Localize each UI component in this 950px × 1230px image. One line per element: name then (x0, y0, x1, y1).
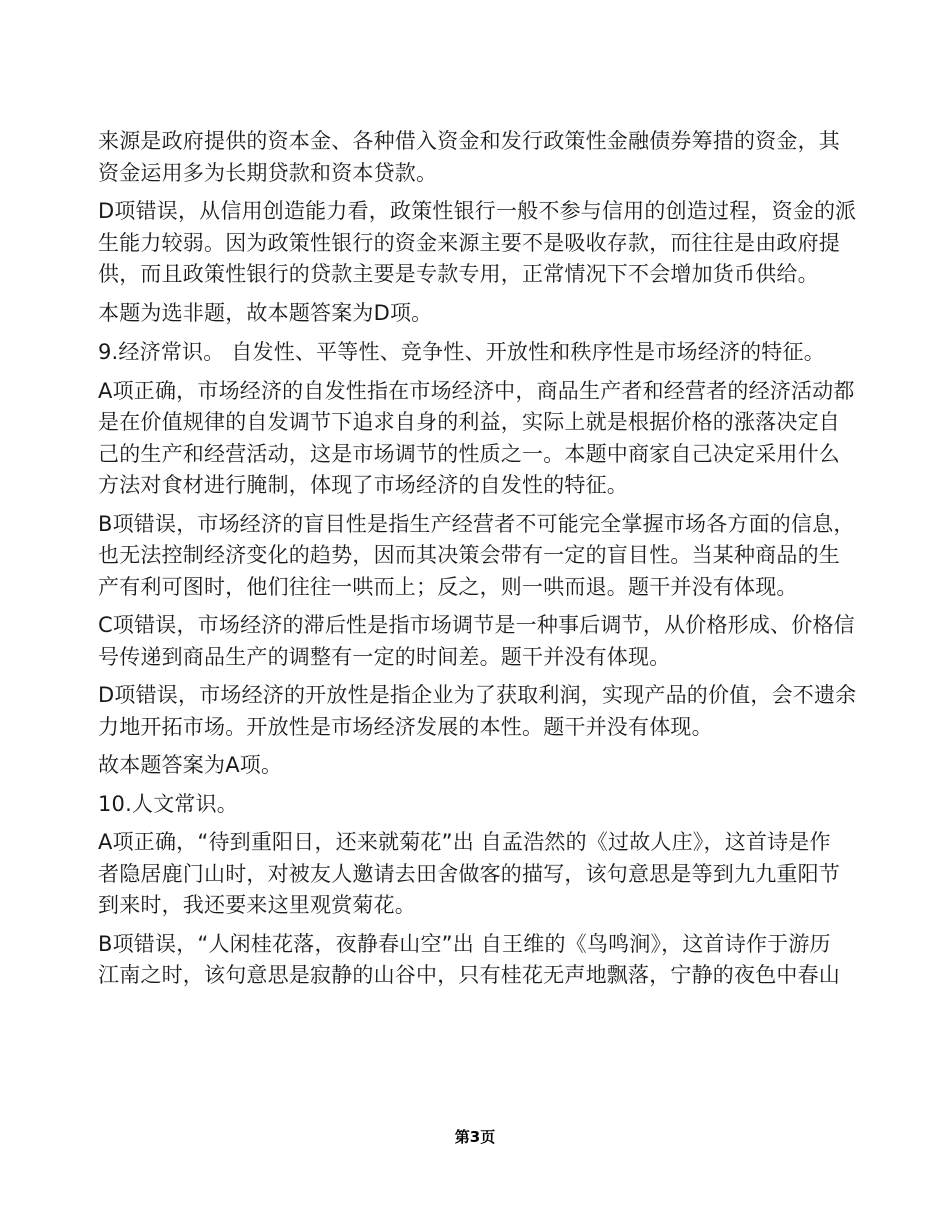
page-number: 第3页 (454, 1128, 496, 1146)
paragraph: C项错误，市场经济的滞后性是指市场调节是一种事后调节，从价格形成、价格信 号传递到商品生产的调整有一定的时间差。题干并没有体现。 (98, 613, 855, 669)
paragraph: 来源是政府提供的资本金、各种借入资金和发行政策性金融债券筹措的资金，其 资金运用多为长期贷款和资本贷款。 (98, 129, 840, 185)
paragraph: D项错误，市场经济的开放性是指企业为了获取利润，实现产品的价值，会不遗余 力地开拓市场。开放性是市场经济发展的本性。题干并没有体现。 (98, 683, 857, 739)
paragraph: A项正确，“待到重阳日，还来就菊花”出 自孟浩然的《过故人庄》，这首诗是作 者隐居鹿门山时，对被友人邀请去田舍做客的描写，该句意思是等到九九重阳节 到来时，我还要来这里观赏菊花。 (98, 830, 840, 917)
paragraph: B项错误，市场经济的盲目性是指生产经营者不可能完全掌握市场各方面的信息， 也无法控制经济变化的趋势，因而其决策会带有一定的盲目性。当某种商品的生 产有利可图时，他们往往一哄而上；反之，则一哄而退。题干并没有体现。 (98, 511, 855, 599)
paragraph: D项错误，从信用创造能力看，政策性银行一般不参与信用的创造过程，资金的派 生能力较弱。因为政策性银行的资金来源主要不是吸收存款，而往往是由政府提 供，而且政策性银行的贷款主要是专款专用，正常情况下不会增加货币供给。 (98, 199, 857, 286)
paragraph: A项正确，市场经济的自发性指在市场经济中，商品生产者和经营者的经济活动都 是在价值规律的自发调节下追求自身的利益，实际上就是根据价格的涨落决定自 己的生产和经营活动，这是市场调节的性质之一。本题中商家自己决定采用什么 方法对食材进行腌制，体现了市场经济的自发性的特征。 (98, 378, 855, 497)
document-body (98, 126, 878, 999)
paragraph: B项错误，“人闲桂花落，夜静春山空”出 自王维的《鸟鸣涧》，这首诗作于游历 江南之时，该句意思是寂静的山谷中，只有桂花无声地飘落，宁静的夜色中春山 (98, 931, 840, 987)
question-heading: 10.人文常识。 (98, 791, 238, 816)
paragraph: 故本题答案为A项。 (98, 753, 283, 777)
paragraph: 本题为选非题，故本题答案为D项。 (98, 300, 433, 325)
question-heading: 9.经济常识。 自发性、平等性、竞争性、开放性和秩序性是市场经济的特征。 (98, 340, 825, 364)
